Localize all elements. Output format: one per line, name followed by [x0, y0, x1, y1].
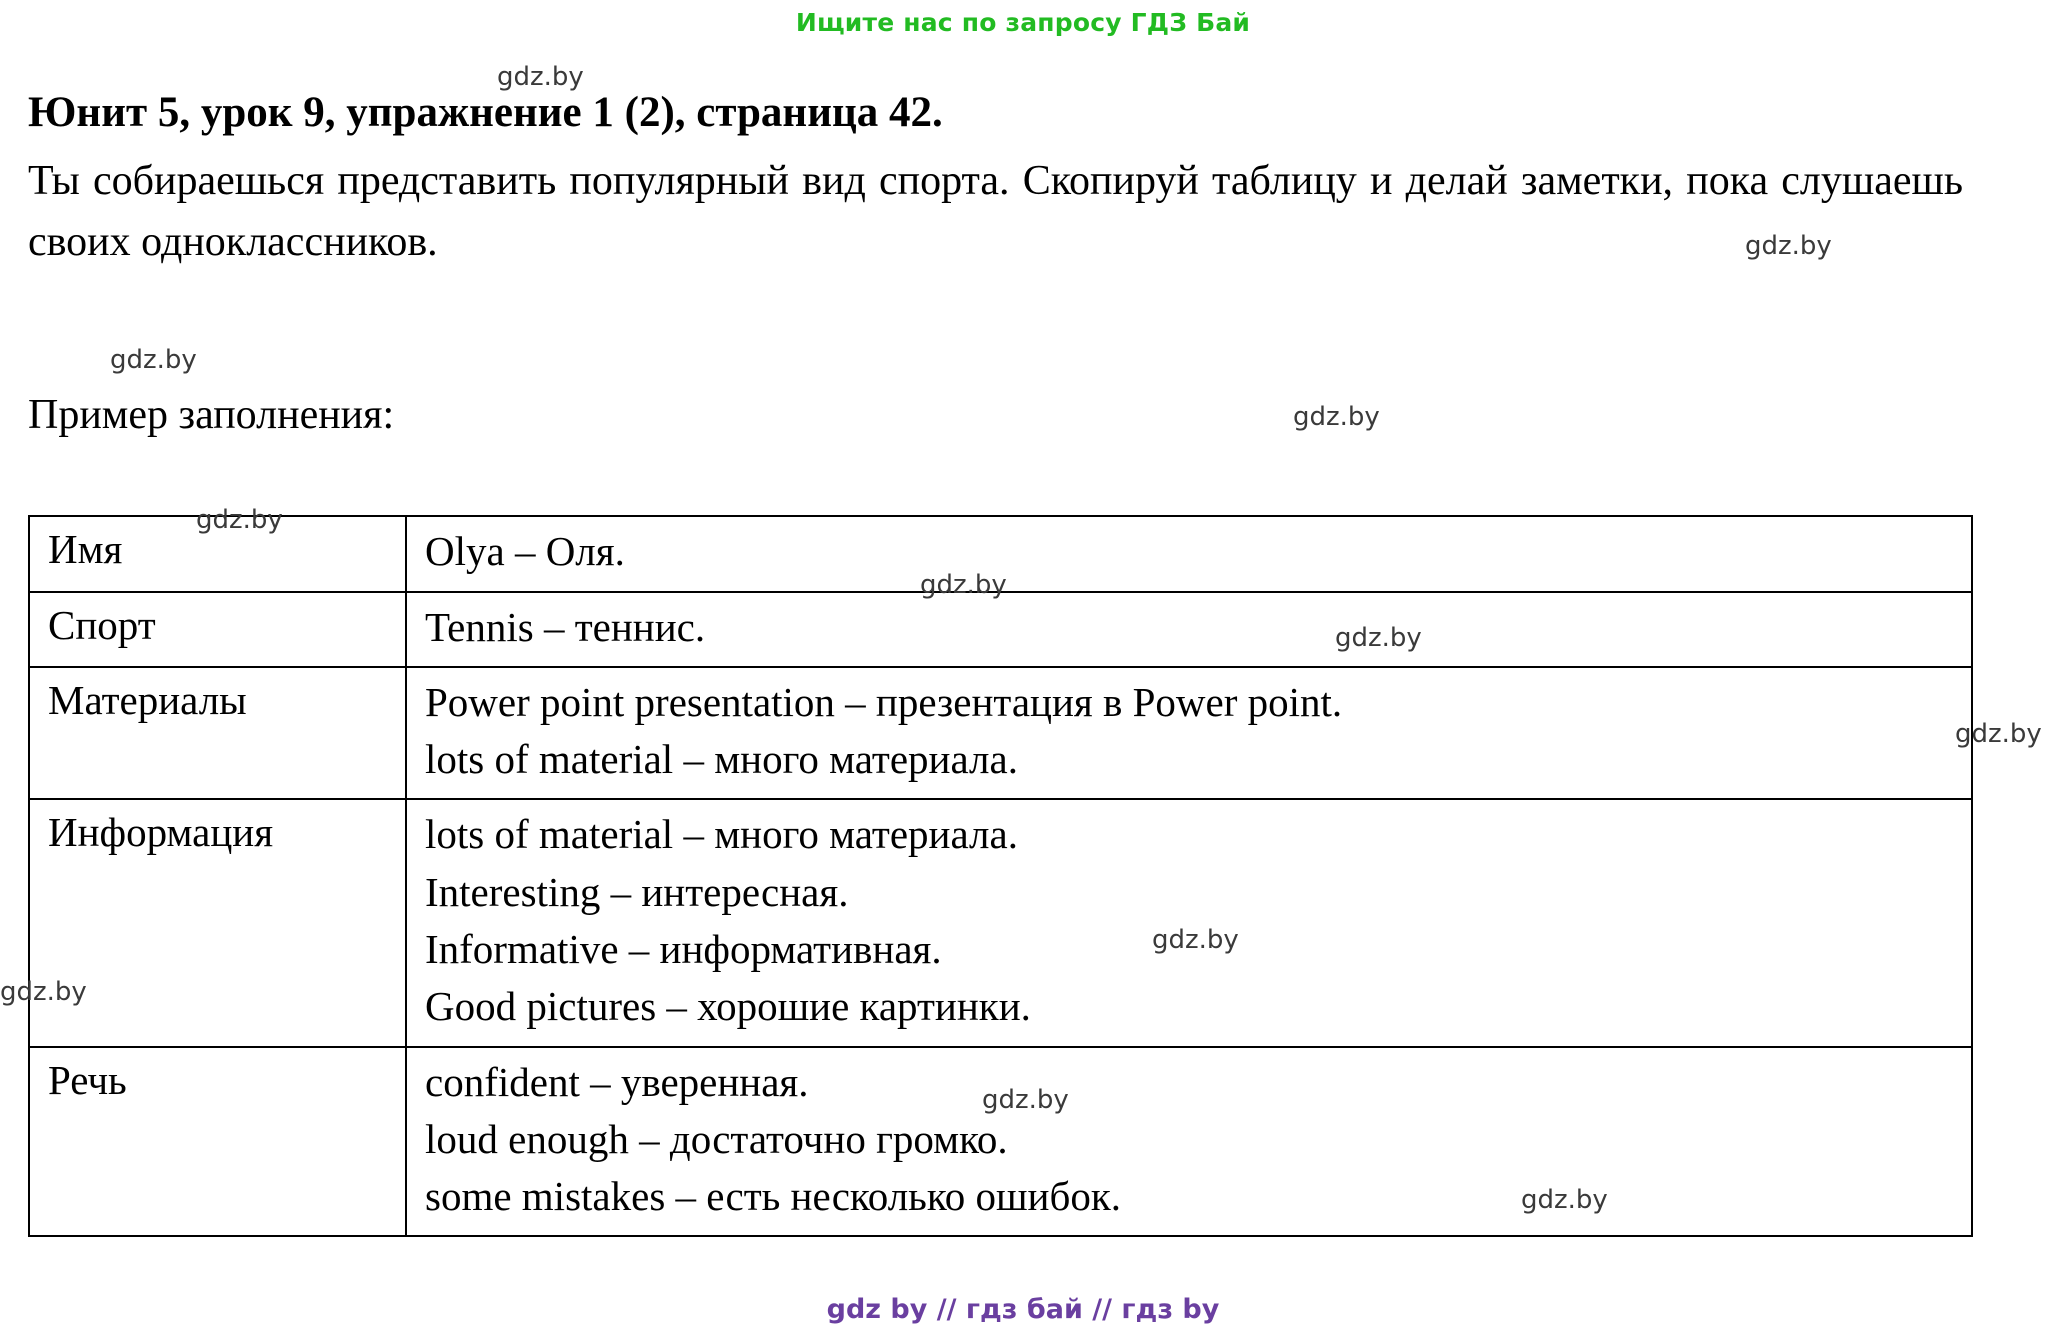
value-line: some mistakes – есть несколько ошибок. [425, 1173, 1121, 1220]
row-label-information: Информация [29, 799, 406, 1046]
watermark: gdz.by [1745, 231, 1832, 261]
table-row [29, 516, 1972, 591]
value-line: Olya – Оля. [425, 528, 625, 575]
value-line: loud enough – достаточно громко. [425, 1115, 1008, 1162]
watermark: gdz.by [920, 570, 1007, 600]
watermark: gdz.by [196, 505, 283, 535]
watermark: gdz.by [1955, 719, 2042, 749]
value-line: Tennis – теннис. [425, 603, 706, 650]
row-label-materials: Материалы [29, 667, 406, 800]
page-title: Юнит 5, урок 9, упражнение 1 (2), страница 42. [28, 89, 943, 136]
value-line: lots of material – много материала. [425, 811, 1018, 858]
footer-part-1: gdz by [826, 1294, 928, 1325]
value-line: Power point presentation – презентация в Power point. [425, 678, 1343, 725]
row-value-information [406, 799, 1972, 1046]
row-label-speech: Речь [29, 1047, 406, 1237]
task-instruction: Ты собираешься представить популярный вид спорта. Скопируй таблицу и делай заметки, пока слушаешь своих одноклассников. [28, 158, 1963, 266]
row-label-sport: Спорт [29, 592, 406, 667]
watermark: gdz.by [1335, 623, 1422, 653]
value-line: Good pictures – хорошие картинки. [425, 983, 1031, 1030]
value-line: lots of material – много материала. [425, 736, 1018, 783]
watermark: gdz.by [497, 62, 584, 92]
row-value-speech [406, 1047, 1972, 1237]
document-content [28, 88, 2018, 1237]
footer-keywords [0, 1294, 2046, 1325]
watermark: gdz.by [1293, 402, 1380, 432]
table-row [29, 592, 1972, 667]
notes-table-body [29, 516, 1972, 1236]
footer-separator-1: // [936, 1294, 957, 1325]
watermark: gdz.by [1152, 925, 1239, 955]
row-value-materials [406, 667, 1972, 800]
footer-part-2: гдз бай [965, 1294, 1083, 1325]
value-line: confident – уверенная. [425, 1058, 809, 1105]
watermark: gdz.by [982, 1085, 1069, 1115]
row-value-name [406, 516, 1972, 591]
notes-table [28, 515, 1973, 1237]
watermark: gdz.by [110, 345, 197, 375]
row-value-sport [406, 592, 1972, 667]
watermark: gdz.by [0, 977, 87, 1007]
watermark: gdz.by [1521, 1185, 1608, 1215]
value-line: Interesting – интересная. [425, 868, 849, 915]
footer-part-3: гдз by [1121, 1294, 1220, 1325]
top-promo-banner: Ищите нас по запросу ГДЗ Бай [795, 8, 1251, 37]
example-label: Пример заполнения: [28, 392, 395, 439]
table-row [29, 667, 1972, 800]
table-row [29, 1047, 1972, 1237]
row-label-name: Имя [29, 516, 406, 591]
table-row [29, 799, 1972, 1046]
footer-separator-2: // [1092, 1294, 1113, 1325]
value-line: Informative – информативная. [425, 926, 942, 972]
